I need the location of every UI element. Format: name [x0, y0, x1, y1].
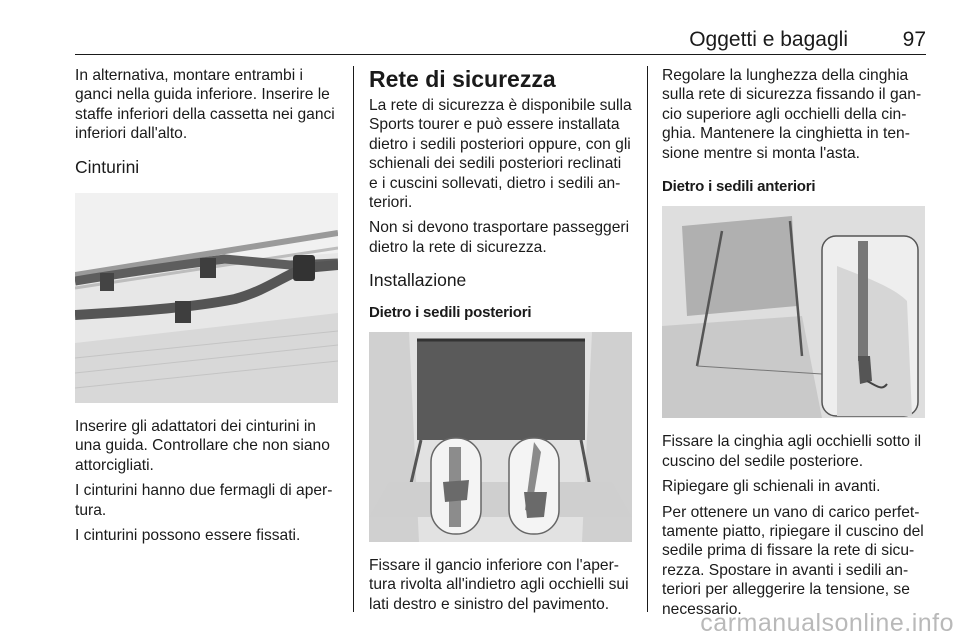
paragraph-3: Fissare il gancio inferiore con l'aper-tura rivolta all'indietro agli occhielli sui lati destro e sinistro del pavimento.: [369, 557, 629, 613]
heading-cinturini: Cinturini: [75, 156, 140, 177]
paragraph-3: Ripiegare gli schienali in avanti.: [662, 478, 881, 496]
heading-installazione: Installazione: [369, 270, 467, 291]
column-divider: [353, 66, 354, 612]
safety-net-rear-illustration: [369, 332, 632, 542]
column-divider: [647, 66, 648, 612]
column-middle: [369, 66, 632, 620]
column-right: [662, 66, 927, 625]
safety-net-front-illustration: [662, 206, 925, 418]
heading-front-seats: Dietro i sedili anteriori: [662, 178, 816, 196]
heading-rear-seats: Dietro i sedili posteriori: [369, 303, 532, 321]
section-title: Rete di sicurezza: [369, 66, 556, 92]
column-left: [75, 66, 338, 551]
intro-paragraph: In alternativa, montare entrambi i ganci nella guida inferiore. Inserire le staffe inferiori della cassetta nei ganci inferiori dall'alto.: [75, 67, 335, 143]
paragraph-1: La rete di sicurezza è disponibile sulla Sports tourer e può essere installata dietro i sedili posteriori oppure, con gli schienali dei sedili posteriori reclinati e i cuscini sollevati, dietro i sedili an-teriori.: [369, 97, 632, 212]
watermark: carmanualsonline.info: [700, 609, 954, 637]
straps-illustration: [75, 193, 338, 403]
paragraph-1: Regolare la lunghezza della cinghia sulla rete di sicurezza fissando il gan-cio superiore agli occhielli della cin-ghia. Mantenere la cinghietta in ten-sione mentre si monta l'asta.: [662, 67, 922, 162]
paragraph-2: Fissare la cinghia agli occhielli sotto il cuscino del sedile posteriore.: [662, 433, 922, 470]
chapter-title: Oggetti e bagagli: [689, 28, 848, 51]
paragraph-2: Non si devono trasportare passeggeri dietro la rete di sicurezza.: [369, 219, 630, 256]
paragraph-1: Inserire gli adattatori dei cinturini in una guida. Controllare che non siano attorcigliati.: [75, 418, 330, 474]
page-header: [75, 28, 926, 55]
page-number: 97: [902, 28, 926, 51]
paragraph-4: Per ottenere un vano di carico perfet-tamente piatto, ripiegare il cuscino del sedile prima di fissare la rete di sicu-rezza. Spostare in avanti i sedili an-teriori per alleggerire la tensione, se necessario.: [662, 503, 924, 618]
paragraph-2: I cinturini hanno due fermagli di aper-tura.: [75, 482, 333, 519]
paragraph-3: I cinturini possono essere fissati.: [75, 527, 301, 545]
